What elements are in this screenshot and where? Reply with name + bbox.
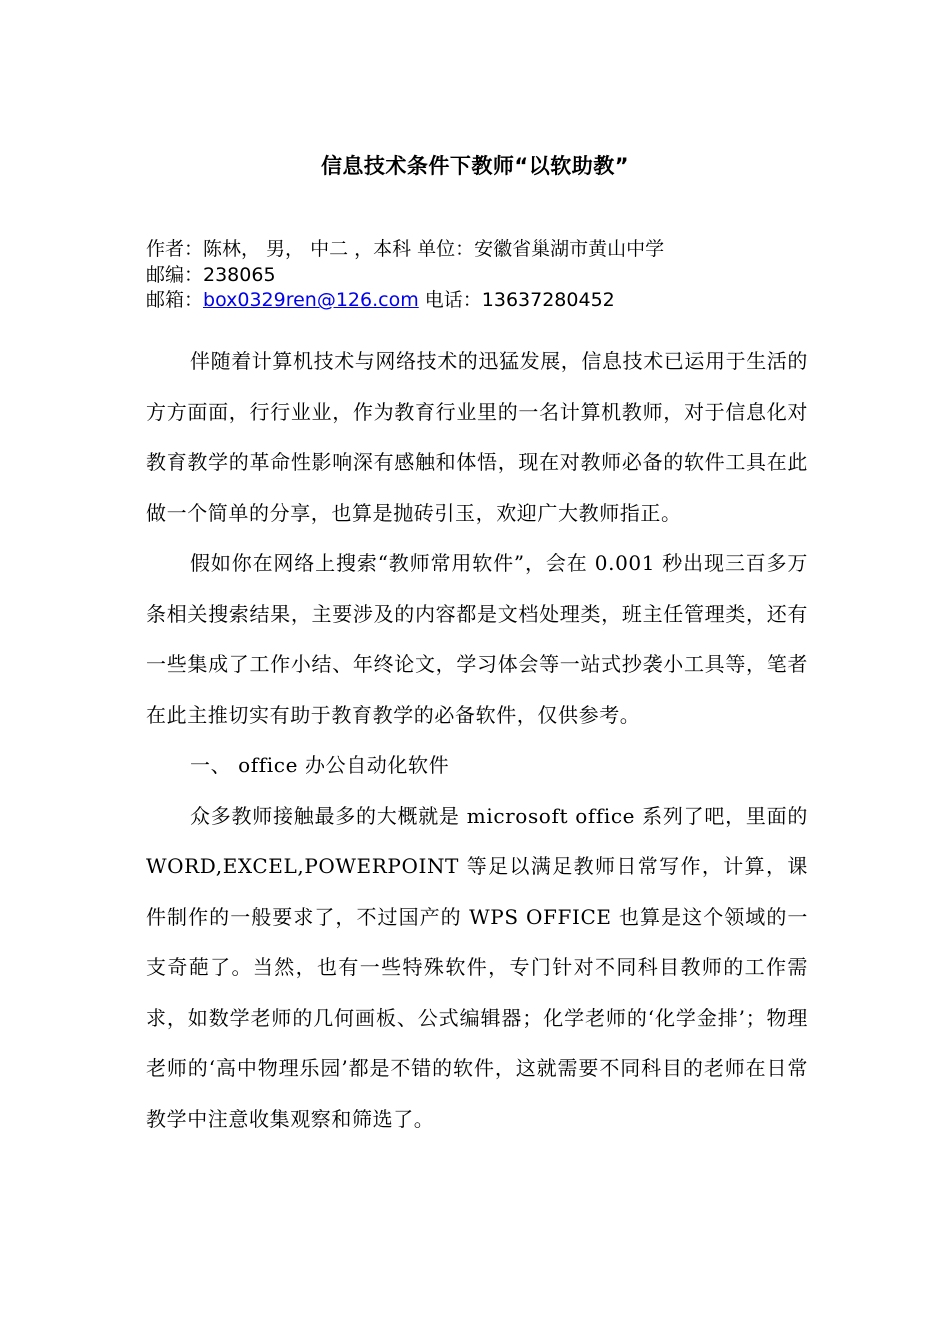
paragraph: 众多教师接触最多的大概就是 microsoft office 系列了吧，里面的 WORD,EXCEL,POWERPOINT 等足以满足教师日常写作，计算，课件制作的一般要求了，不过国产的 WPS OFFICE 也算是这个领域的一支奇葩了。当然，也有一些特殊软件，专门针对不同科目教师的工作需求，如数学老师的几何画板、公式编辑器；化学老师的‘化学金排’；物理老师的‘高中物理乐园’都是不错的软件，这就需要不同科目的老师在日常教学中注意收集观察和筛选了。 (146, 803, 808, 1131)
phone-line: 电话：13637280452 (418, 289, 615, 311)
section-heading: 一、 office 办公自动化软件 (190, 753, 450, 777)
contact-line (146, 285, 615, 312)
email-link[interactable]: box0329ren@126.com (203, 289, 419, 311)
author-line: 作者：陈林， 男， 中二 ，本科 单位：安徽省巢湖市黄山中学 (146, 238, 665, 260)
paragraph: 假如你在网络上搜索“教师常用软件”，会在 0.001 秒出现三百多万条相关搜索结果，主要涉及的内容都是文档处理类，班主任管理类，还有一些集成了工作小结、年终论文，学习体会等一站式抄袭小工具等，笔者在此主推切实有助于教育教学的必备软件，仅供参考。 (146, 551, 808, 727)
document-body (146, 336, 808, 1144)
postcode-line: 邮编：238065 (146, 264, 276, 286)
paragraph: 伴随着计算机技术与网络技术的迅猛发展，信息技术已运用于生活的方方面面，行行业业，作为教育行业里的一名计算机教师，对于信息化对教育教学的革命性影响深有感触和体悟，现在对教师必备的软件工具在此做一个简单的分享，也算是抛砖引玉，欢迎广大教师指正。 (146, 349, 808, 525)
document-title: 信息技术条件下教师“以软助教” (320, 154, 630, 178)
email-label: 邮箱： (146, 289, 204, 311)
